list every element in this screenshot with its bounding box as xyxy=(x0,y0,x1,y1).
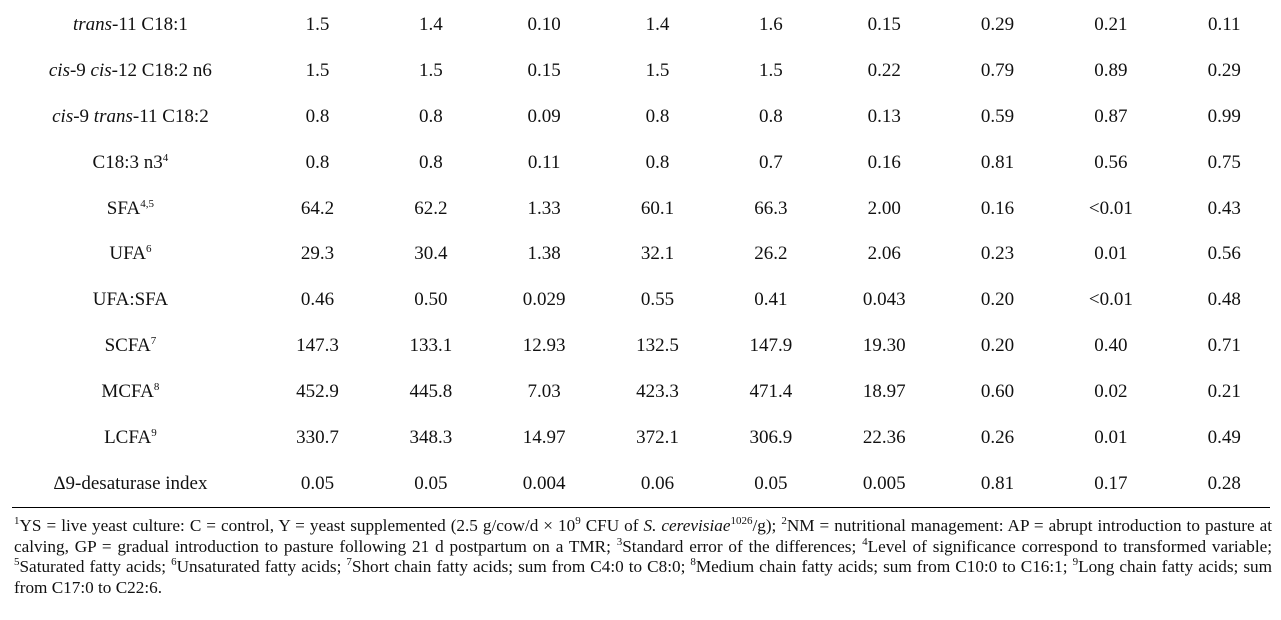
cell: 0.20 xyxy=(980,289,1015,311)
table-row xyxy=(0,231,1281,277)
cell: 0.29 xyxy=(1207,59,1241,81)
cell: 0.81 xyxy=(980,472,1015,494)
cell: 2.00 xyxy=(867,197,901,219)
table-row xyxy=(0,461,1281,507)
table-row xyxy=(0,94,1281,140)
cell: 0.13 xyxy=(867,105,901,127)
cell: 348.3 xyxy=(409,426,453,448)
cell: 0.55 xyxy=(640,289,675,311)
cell: 0.87 xyxy=(1094,105,1128,127)
cell: 0.8 xyxy=(645,105,670,127)
table-bottom-rule xyxy=(12,507,1270,508)
table-row xyxy=(0,48,1281,94)
cell: 0.004 xyxy=(522,472,566,494)
table-row xyxy=(0,2,1281,48)
table-row xyxy=(0,277,1281,323)
cell: 372.1 xyxy=(636,426,679,448)
table-row xyxy=(0,415,1281,461)
cell: 0.01 xyxy=(1094,426,1128,448)
cell: 0.8 xyxy=(758,105,783,127)
cell: 0.56 xyxy=(1207,243,1241,265)
cell: 0.8 xyxy=(418,105,443,127)
cell: 423.3 xyxy=(636,381,679,403)
cell: 0.59 xyxy=(980,105,1015,127)
cell: 0.16 xyxy=(980,197,1015,219)
cell: 1.5 xyxy=(418,59,443,81)
cell: 2.06 xyxy=(867,243,901,265)
cell: 0.005 xyxy=(862,472,906,494)
row-label: SCFA$^7$ xyxy=(104,335,157,357)
cell: 330.7 xyxy=(296,426,339,448)
table-row xyxy=(0,140,1281,186)
row-label: trans-11 C18:1 xyxy=(72,13,188,35)
row-label: cis-9 cis-12 C18:2 n6 xyxy=(48,59,212,81)
cell: 147.3 xyxy=(296,335,339,357)
cell: 0.75 xyxy=(1207,151,1241,173)
cell: 445.8 xyxy=(409,381,453,403)
cell: 132.5 xyxy=(636,335,679,357)
cell: 0.23 xyxy=(980,243,1015,265)
cell: 0.8 xyxy=(305,105,330,127)
cell: 452.9 xyxy=(296,381,339,403)
table-footnote: $^1$YS = live yeast culture: C = control, Y = yeast supplemented (2.5 $g/cow/d \times 10^9$ CFU of S. cerevisiae$^{1026}$/g); $^2$NM = nutritional management: AP = abrupt introduction to pasture at calving, GP = gradual introduction to pasture following 21 d postpartum on a TMR; $^3$Standard error of the differences; $^4$Level of significance correspond to transformed variable; $^5$Saturated fatty acids; $^6$Unsaturated fatty acids; $^7$Short chain fatty acids; sum from C4:0 to C8:0; $^8$Medium chain fatty acids; sum from C10:0 to C16:1; $^9$Long chain fatty acids; sum from C17:0 to C22:6. xyxy=(14,515,1273,597)
cell: 0.60 xyxy=(980,381,1015,403)
cell: 32.1 xyxy=(640,243,675,265)
cell: 0.56 xyxy=(1094,151,1128,173)
cell: 0.21 xyxy=(1094,13,1128,35)
cell: 62.2 xyxy=(414,197,448,219)
cell: 1.33 xyxy=(527,197,561,219)
row-label: MCFA$^8$ xyxy=(101,381,160,403)
cell: 12.93 xyxy=(522,335,566,357)
cell: 1.4 xyxy=(418,13,443,35)
cell: 64.2 xyxy=(300,197,335,219)
cell: 0.043 xyxy=(862,289,906,311)
cell: 471.4 xyxy=(749,381,793,403)
cell: 0.20 xyxy=(980,335,1015,357)
cell: 0.81 xyxy=(980,151,1015,173)
cell: 0.28 xyxy=(1207,472,1241,494)
cell: 0.8 xyxy=(645,151,670,173)
row-label: Δ9-desaturase index xyxy=(53,472,208,494)
cell: <0.01 xyxy=(1088,289,1133,311)
cell: 1.38 xyxy=(527,243,561,265)
fatty-acid-table xyxy=(0,2,1281,507)
cell: 29.3 xyxy=(300,243,335,265)
cell: <0.01 xyxy=(1088,197,1133,219)
table-row xyxy=(0,186,1281,232)
cell: 0.79 xyxy=(980,59,1015,81)
cell: 0.02 xyxy=(1094,381,1128,403)
cell: 14.97 xyxy=(522,426,566,448)
cell: 0.26 xyxy=(980,426,1015,448)
cell: 0.41 xyxy=(754,289,788,311)
cell: 0.99 xyxy=(1207,105,1241,127)
cell: 0.40 xyxy=(1094,335,1128,357)
cell: 7.03 xyxy=(527,381,561,403)
cell: 0.8 xyxy=(305,151,330,173)
cell: 0.7 xyxy=(758,151,783,173)
cell: 0.89 xyxy=(1094,59,1128,81)
cell: 306.9 xyxy=(749,426,793,448)
cell: 133.1 xyxy=(409,335,453,357)
cell: 0.50 xyxy=(414,289,448,311)
cell: 0.11 xyxy=(527,151,561,173)
cell: 1.4 xyxy=(645,13,670,35)
cell: 60.1 xyxy=(640,197,675,219)
cell: 30.4 xyxy=(414,243,448,265)
cell: 18.97 xyxy=(862,381,906,403)
cell: 66.3 xyxy=(754,197,788,219)
cell: 19.30 xyxy=(862,335,906,357)
cell: 0.06 xyxy=(640,472,675,494)
cell: 0.01 xyxy=(1094,243,1128,265)
cell: 0.05 xyxy=(754,472,788,494)
cell: 147.9 xyxy=(749,335,793,357)
cell: 26.2 xyxy=(754,243,788,265)
cell: 0.48 xyxy=(1207,289,1241,311)
row-label: UFA$^6$ xyxy=(109,243,152,265)
row-label: UFA:SFA xyxy=(92,289,169,311)
table-row xyxy=(0,323,1281,369)
cell: 22.36 xyxy=(862,426,906,448)
row-label: LCFA$^9$ xyxy=(104,426,157,448)
cell: 1.5 xyxy=(758,59,783,81)
row-label: SFA$^{4,5}$ xyxy=(106,197,154,219)
cell: 1.5 xyxy=(305,13,330,35)
cell: 0.029 xyxy=(522,289,566,311)
cell: 0.49 xyxy=(1207,426,1241,448)
cell: 0.17 xyxy=(1094,472,1128,494)
row-label: cis-9 trans-11 C18:2 xyxy=(52,105,209,127)
cell: 0.15 xyxy=(527,59,561,81)
cell: 0.16 xyxy=(867,151,901,173)
cell: 0.15 xyxy=(867,13,901,35)
cell: 0.21 xyxy=(1207,381,1241,403)
cell: 0.29 xyxy=(980,13,1015,35)
row-label: C18:3 $n3^4$ xyxy=(92,151,169,173)
cell: 0.05 xyxy=(300,472,335,494)
cell: 1.5 xyxy=(305,59,330,81)
cell: 0.46 xyxy=(300,289,335,311)
cell: 1.6 xyxy=(758,13,783,35)
cell: 0.43 xyxy=(1207,197,1241,219)
cell: 0.09 xyxy=(527,105,561,127)
cell: 0.22 xyxy=(867,59,901,81)
cell: 0.11 xyxy=(1208,13,1241,35)
cell: 0.05 xyxy=(414,472,448,494)
cell: 0.71 xyxy=(1207,335,1241,357)
cell: 1.5 xyxy=(645,59,670,81)
table-row xyxy=(0,369,1281,415)
cell: 0.10 xyxy=(527,13,561,35)
cell: 0.8 xyxy=(418,151,443,173)
